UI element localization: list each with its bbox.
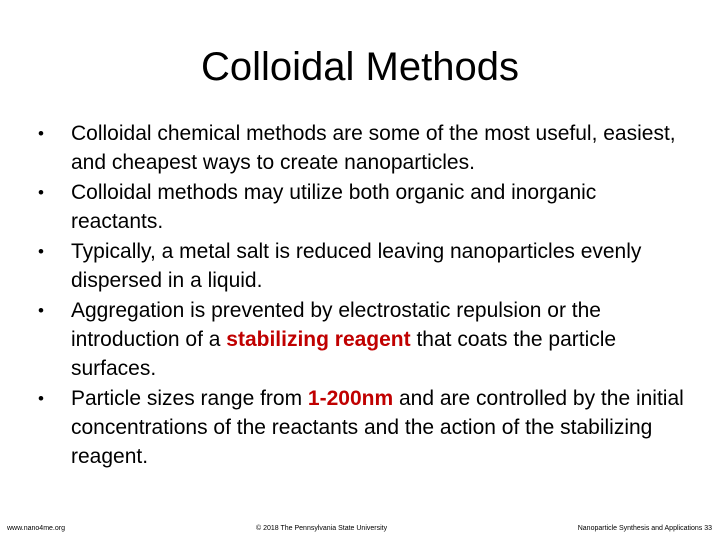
bullet-text: Aggregation is prevented by electrostatic repulsion or the introduction of a [71,299,601,351]
bullet-text: Colloidal methods may utilize both organic and inorganic reactants. [71,181,597,233]
bullet-marker: • [38,183,44,202]
bullet-item [38,178,688,236]
bullet-text: that coats the particle surfaces. [71,328,617,380]
highlighted-term: stabilizing reagent [226,328,411,351]
bullet-list [38,119,688,472]
bullet-item [38,384,688,471]
footer-copyright: © 2018 The Pennsylvania State University [256,525,388,532]
highlighted-term: 1-200nm [307,387,394,410]
bullet-item [38,119,688,177]
bullet-marker: • [38,389,44,408]
bullet-text: Colloidal chemical methods are some of the most useful, easiest, and cheapest ways to create nanoparticles. [71,122,676,174]
slide-title: Colloidal Methods [201,45,519,89]
bullet-marker: • [38,124,44,143]
bullet-marker: • [38,301,44,320]
bullet-item [38,296,688,383]
bullet-text: Typically, a metal salt is reduced leaving nanoparticles evenly dispersed in a liquid. [71,240,642,292]
bullet-marker: • [38,242,44,261]
footer-course-page: Nanoparticle Synthesis and Applications 33 [577,525,712,532]
bullet-text: and are controlled by the initial concentrations of the reactants and the action of the stabilizing reagent. [71,387,684,468]
bullet-text: Particle sizes range from [71,387,308,410]
footer-website: www.nano4me.org [7,525,65,532]
bullet-item [38,237,688,295]
